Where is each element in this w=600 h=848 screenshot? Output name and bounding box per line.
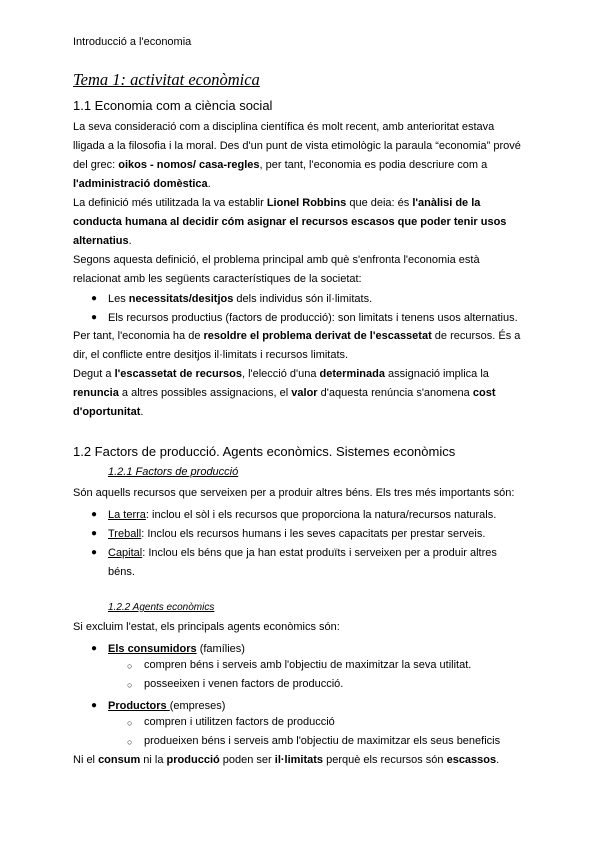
paragraph-line: La definició més utilitzada la va establir Lionel Robbins que deia: és l'anàlisi de la — [73, 197, 481, 209]
hollow-bullet-icon: ○ — [127, 661, 133, 671]
bullet-icon: ● — [91, 293, 98, 304]
paragraph-line: conducta humana al decidir cóm asignar el recursos escasos que poder tenir usos — [73, 216, 507, 228]
paragraph-line: Ni el consum ni la producció poden ser il·limitats perquè els recursos són escassos. — [73, 754, 500, 766]
list-item: Productors (empreses) — [108, 700, 226, 712]
bullet-icon: ● — [91, 528, 98, 539]
paragraph-line: del grec: oikos - nomos/ casa-regles, per tant, l'economia es podia descriure com a — [73, 159, 488, 171]
list-item: Els recursos productius (factors de producció): son limitats i tenens usos alternatius. — [108, 312, 518, 324]
running-header: Introducció a l'economia — [73, 36, 192, 48]
sub-list-item: compren i utilitzen factors de producció — [144, 716, 335, 728]
bullet-icon: ● — [91, 700, 98, 711]
section-heading-1-1: 1.1 Economia com a ciència social — [73, 98, 273, 113]
paragraph-line: Degut a l'escassetat de recursos, l'elecció d'una determinada assignació implica la — [73, 368, 489, 380]
subsection-heading: 1.2.2 Agents econòmics — [108, 602, 215, 613]
paragraph-line: renuncia a altres possibles assignacions, el valor d'aquesta renúncia s'anomena cost — [73, 387, 496, 399]
list-item: Les necessitats/desitjos dels individus són il·limitats. — [108, 293, 373, 305]
sub-list-item: produeixen béns i serveis amb l'objectiu de maximitzar els seus beneficis — [144, 735, 501, 747]
list-item: Capital: Inclou els béns que ja han estat produïts i serveixen per a produir altres — [108, 547, 497, 559]
paragraph-line: Per tant, l'economia ha de resoldre el problema derivat de l'escassetat de recursos. És a — [73, 330, 521, 342]
bullet-icon: ● — [91, 312, 98, 323]
sub-list-item: compren béns i serveis amb l'objectiu de maximitzar la seva utilitat. — [144, 659, 472, 671]
bullet-icon: ● — [91, 509, 98, 520]
paragraph-line: relacionat amb les següents característiques de la societat: — [73, 273, 362, 285]
hollow-bullet-icon: ○ — [127, 680, 133, 690]
bullet-icon: ● — [91, 643, 98, 654]
paragraph-line: Si excluim l'estat, els principals agents econòmics són: — [73, 621, 340, 633]
subsection-heading: 1.2.1 Factors de producció — [108, 466, 239, 478]
paragraph-line: dir, el conflicte entre desitjos il·limitats i recursos limitats. — [73, 349, 349, 361]
paragraph-line: Són aquells recursos que serveixen per a produir altres béns. Els tres més importants són: — [73, 487, 515, 499]
hollow-bullet-icon: ○ — [127, 718, 133, 728]
page-title: Tema 1: activitat econòmica — [73, 70, 260, 89]
paragraph-line: d'oportunitat. — [73, 406, 144, 418]
paragraph-line: Segons aquesta definició, el problema principal amb què s'enfronta l'economia està — [73, 254, 480, 266]
paragraph-line: alternatius. — [73, 235, 132, 247]
sub-list-item: posseeixen i venen factors de producció. — [144, 678, 344, 690]
list-item-continuation: béns. — [108, 566, 135, 578]
hollow-bullet-icon: ○ — [127, 737, 133, 747]
paragraph-line: l'administració domèstica. — [73, 178, 211, 190]
list-item: La terra: inclou el sòl i els recursos que proporciona la natura/recursos naturals. — [108, 509, 497, 521]
bullet-icon: ● — [91, 547, 98, 558]
paragraph-line: La seva consideració com a disciplina científica és molt recent, amb anterioritat estava — [73, 121, 495, 133]
section-heading-1-2: 1.2 Factors de producció. Agents econòmics. Sistemes econòmics — [73, 444, 456, 459]
list-item: Treball: Inclou els recursos humans i les seves capacitats per prestar serveis. — [108, 528, 486, 540]
paragraph-line: lligada a la filosofia i la moral. Des d'un punt de vista etimològic la paraula “economia” prové — [73, 140, 521, 152]
list-item: Els consumidors (famílies) — [108, 643, 245, 655]
